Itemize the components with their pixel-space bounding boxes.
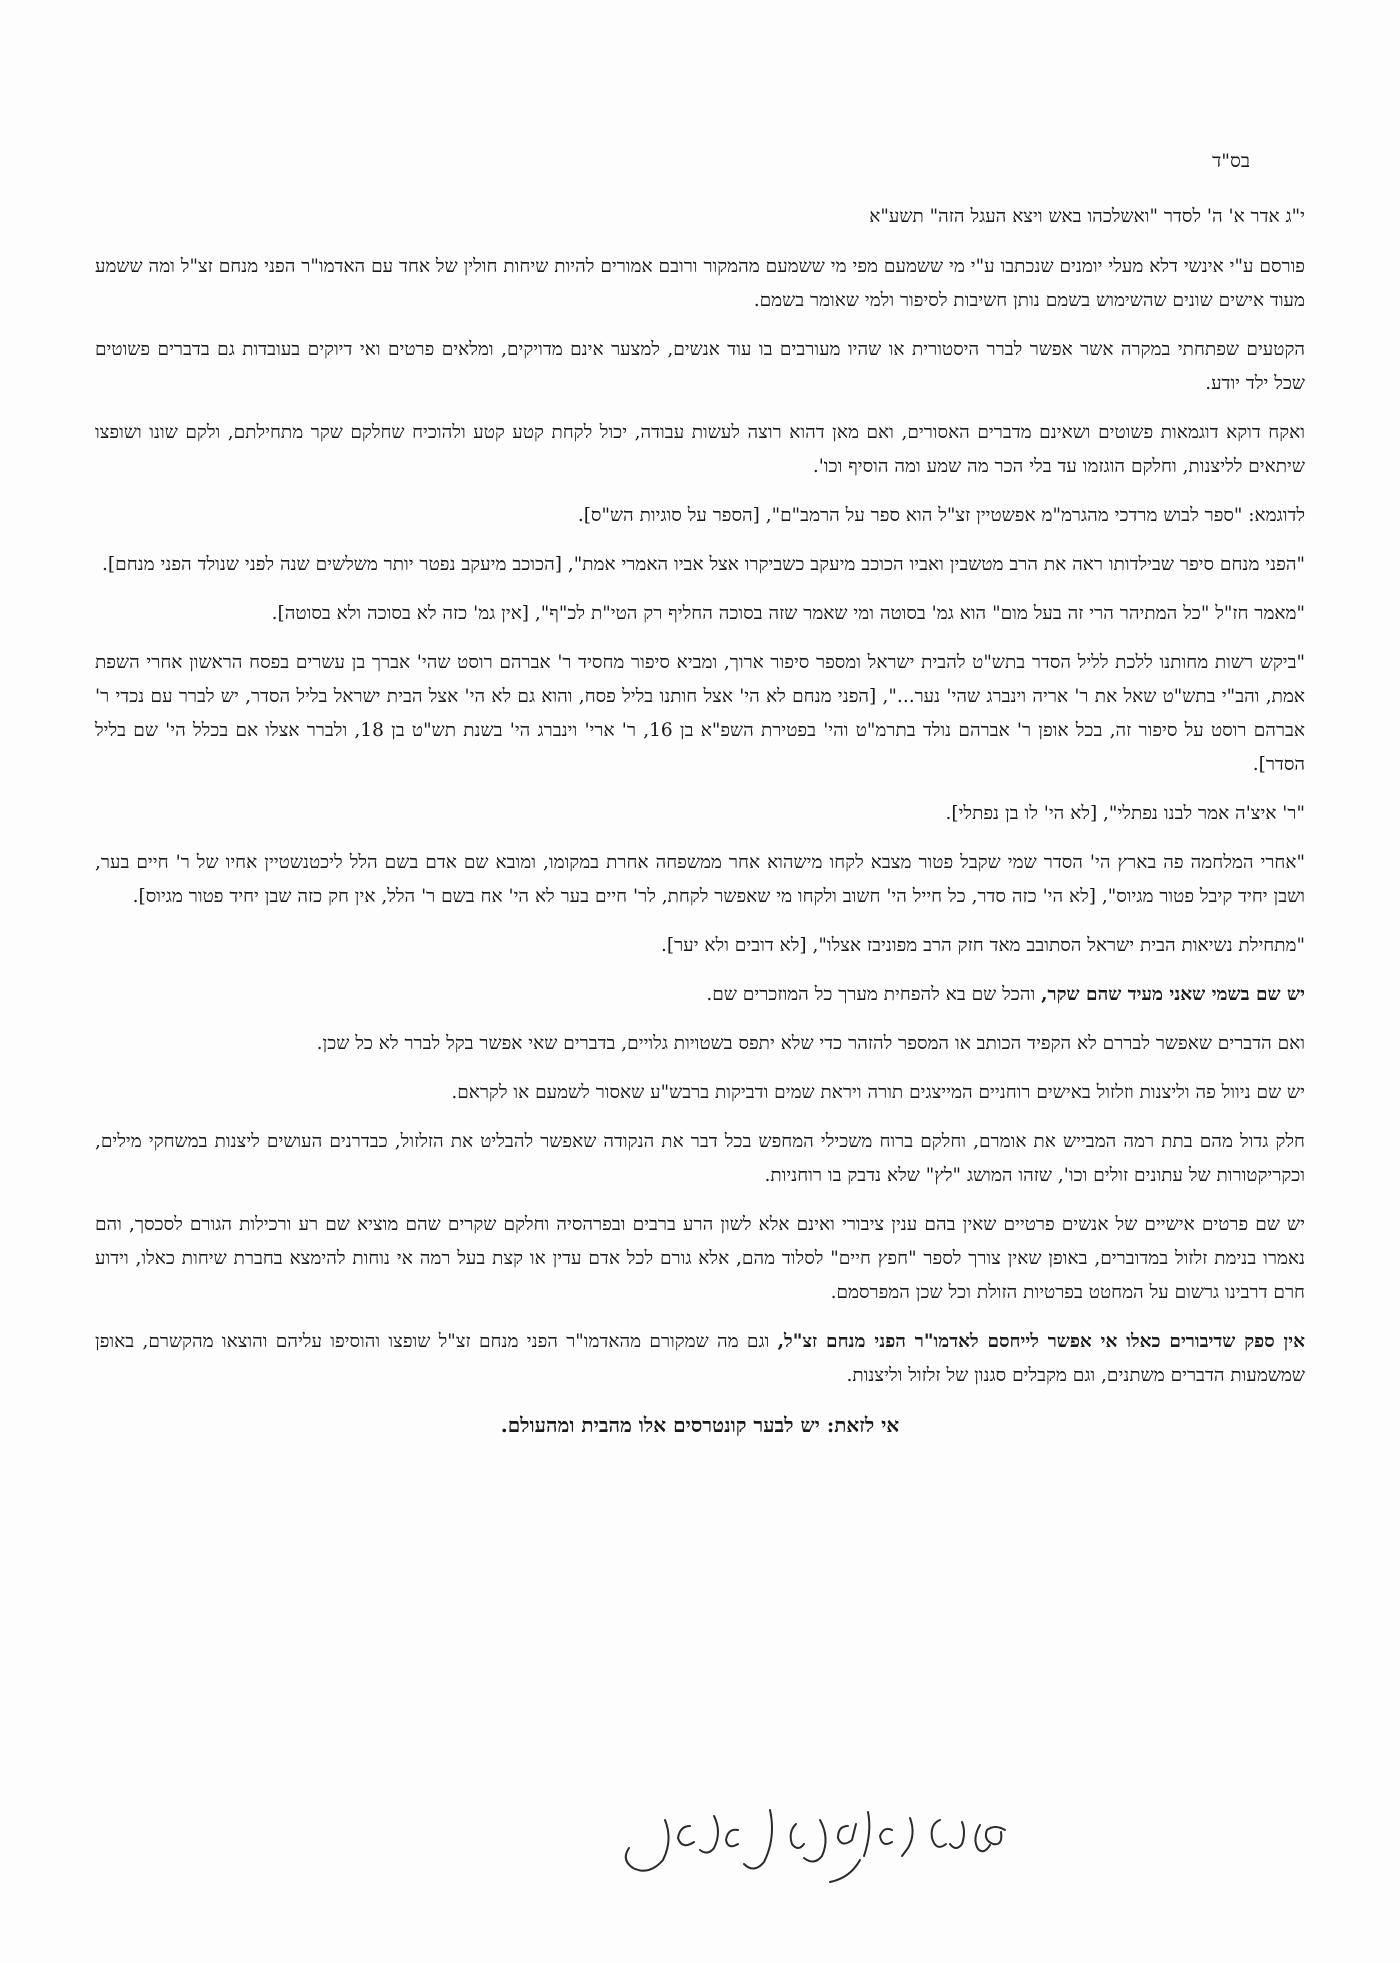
- paragraph-16: [95, 1325, 1305, 1393]
- paragraph-7: "ביקש רשות מחותנו ללכת לליל הסדר בתש"ט להבית ישראל ומספר סיפור ארוך, ומביא סיפור מחסיד ר' אברהם רוסט שהי' אברך בן עשרים בפסח הראשון אחרי השפת אמת, והב"י בתש"ט שאל את ר' אריה וינברג שהי' נער...", [הפני מנחם לא הי' אצל חותנו בליל פסח, והוא גם לא הי' אצל הבית ישראל בליל הסדר, יש לברר עם נכדי ר' אברהם רוסט על סיפור זה, בכל אופן ר' אברהם נולד בתרמ"ט והי' בפטירת השפ"א בן 16, ר' ארי' וינברג הי' בשנת תש"ט בן 18, ולברר אצלו אם בכלל הי' שם בליל הסדר].: [95, 652, 1305, 775]
- paragraph-10: "מתחילת נשיאות הבית ישראל הסתובב מאד חזק הרב מפוניבז אצלו", [לא דובים ולא יער].: [661, 935, 1305, 956]
- paragraph-2: הקטעים שפתחתי במקרה אשר אפשר לברר היסטורית או שהיו מעורבים בו עוד אנשים, למצער אינם מדויקים, ומלאים פרטים ואי דיוקים בעובדות גם בדברים פשוטים שכל ילד יודע.: [95, 339, 1305, 394]
- paragraph-11-bold: יש שם בשמי שאני מעיד שהם שקר,: [1041, 984, 1305, 1005]
- handwritten-signature: [610, 1790, 1030, 1900]
- paragraph-6: "מאמר חז"ל "כל המתיהר הרי זה בעל מום" הוא גמ' בסוטה ומי שאמר שזה בסוכה החליף רק הטי"ת לכ"ף", [אין גמ' כזה לא בסוכה ולא בסוטה].: [271, 603, 1305, 624]
- paragraph-14: חלק גדול מהם בתת רמה המבייש את אומרם, וחלקם ברוח משכילי המחפש בכל דבר את הנקודה שאפשר להבליט את הזלזול, כבדרנים העושים ליצנות במשחקי מילים, וכקריקטורות של עתונים זולים וכו', שזהו המושג "לץ" שלא נדבק בו רוחניות.: [95, 1131, 1305, 1186]
- paragraph-3: ואקח דוקא דוגמאות פשוטים ושאינם מדברים האסורים, ואם מאן דהוא רוצה לעשות עבודה, יכול לקחת קטע קטע ולהוכיח שחלקם שקר מתחילתם, ולקם שונו ושופצו שיתאים לליצנות, וחלקם הוגזמו עד בלי הכר מה שמע ומה הוסיף וכו'.: [95, 422, 1305, 477]
- paragraph-13: יש שם ניוול פה וליצנות וזלזול באישים רוחניים המייצגים תורה ויראת שמים ודביקות ברבש"ע שאסור לשמעם או לקראם.: [451, 1082, 1305, 1103]
- paragraph-11-rest: והכל שם בא להפחית מערך כל המוזכרים שם.: [706, 984, 1042, 1005]
- paragraph-9: "אחרי המלחמה פה בארץ הי' הסדר שמי שקבל פטור מצבא לקחו מישהוא אחר ממשפחה אחרת במקומו, ומובא שם אדם בשם הלל ליכטנשטיין אחיו של ר' חיים בער, ושבן יחיד קיבל פטור מגיוס", [לא הי' כזה סדר, כל חייל הי' חשוב ולקחו מי שאפשר לקחת, לר' חיים בער לא הי' אח בשם ר' הלל, אין חק כזה שבן יחיד פטור מגיוס].: [95, 852, 1305, 907]
- paragraph-15: יש שם פרטים אישיים של אנשים פרטיים שאין בהם ענין ציבורי ואינם אלא לשון הרע ברבים ובפרהסיה וחלקם שקרים שהם מוציא שם רע ורכילות הגורם לסכסך, והם נאמרו בנימת זלזול במדוברים, באופן שאין צורך לספר "חפץ חיים" לסלוד מהם, אלא גורם לכל אדם עדין או קצת בעל רמה אי נוחות להימצא בחברת שיחות כאלו, וידוע חרם דרבינו גרשום על המחטט בפרטיות הזולת וכל שכן המפרסמם.: [95, 1214, 1305, 1303]
- paragraph-8: "ר' איצ'ה אמר לבנו נפתלי", [לא הי' לו בן נפתלי].: [945, 803, 1305, 824]
- paragraph-4: לדוגמא: "ספר לבוש מרדכי מהגרמ"מ אפשטיין זצ"ל הוא ספר על הרמב"ם", [הספר על סוגיות הש"ס].: [577, 505, 1305, 526]
- paragraph-16-rest: וגם מה שמקורם מהאדמו"ר הפני מנחם זצ"ל שופצו והוסיפו עליהם והוצאו מהקשרם, באופן שמשמעות הדברים משתנים, וגם מקבלים סגנון של זלזול וליצנות.: [95, 1331, 1305, 1386]
- paragraph-11: [95, 978, 1305, 1012]
- header-mark: בס"ד: [1212, 150, 1250, 172]
- date-line: י"ג אדר א' ה' לסדר "ואשלכהו באש ויצא העגל הזה" תשע"א: [869, 206, 1305, 227]
- paragraph-5: "הפני מנחם סיפר שבילדותו ראה את הרב מטשבין ואביו הכוכב מיעקב כשביקרו אצל אביו האמרי אמת", [הכוכב מיעקב נפטר יותר משלשים שנה לפני שנולד הפני מנחם].: [102, 554, 1305, 575]
- paragraph-16-bold: אין ספק שדיבורים כאלו אי אפשר לייחסם לאדמו"ר הפני מנחם זצ"ל,: [777, 1331, 1306, 1352]
- letter-body: [95, 200, 1305, 1462]
- paragraph-12: ואם הדברים שאפשר לבררם לא הקפיד הכותב או המספר להזהר כדי שלא יתפס בשטויות גלויים, בדברים שאי אפשר בקל לברר לא כל שכן.: [316, 1033, 1305, 1054]
- paragraph-1: פורסם ע"י אינשי דלא מעלי יומנים שנכתבו ע"י מי ששמעם מפי מי ששמעם מהמקור ורובם אמורים להיות שיחות חולין של אחד עם האדמו"ר הפני מנחם זצ"ל ומה ששמע מעוד אישים שונים שהשימוש בשמם נותן חשיבות לסיפור ולמי שאומר בשמם.: [95, 256, 1305, 311]
- closing-statement: אי לזאת: יש לבער קונטרסים אלו מהבית ומהעולם.: [500, 1413, 900, 1437]
